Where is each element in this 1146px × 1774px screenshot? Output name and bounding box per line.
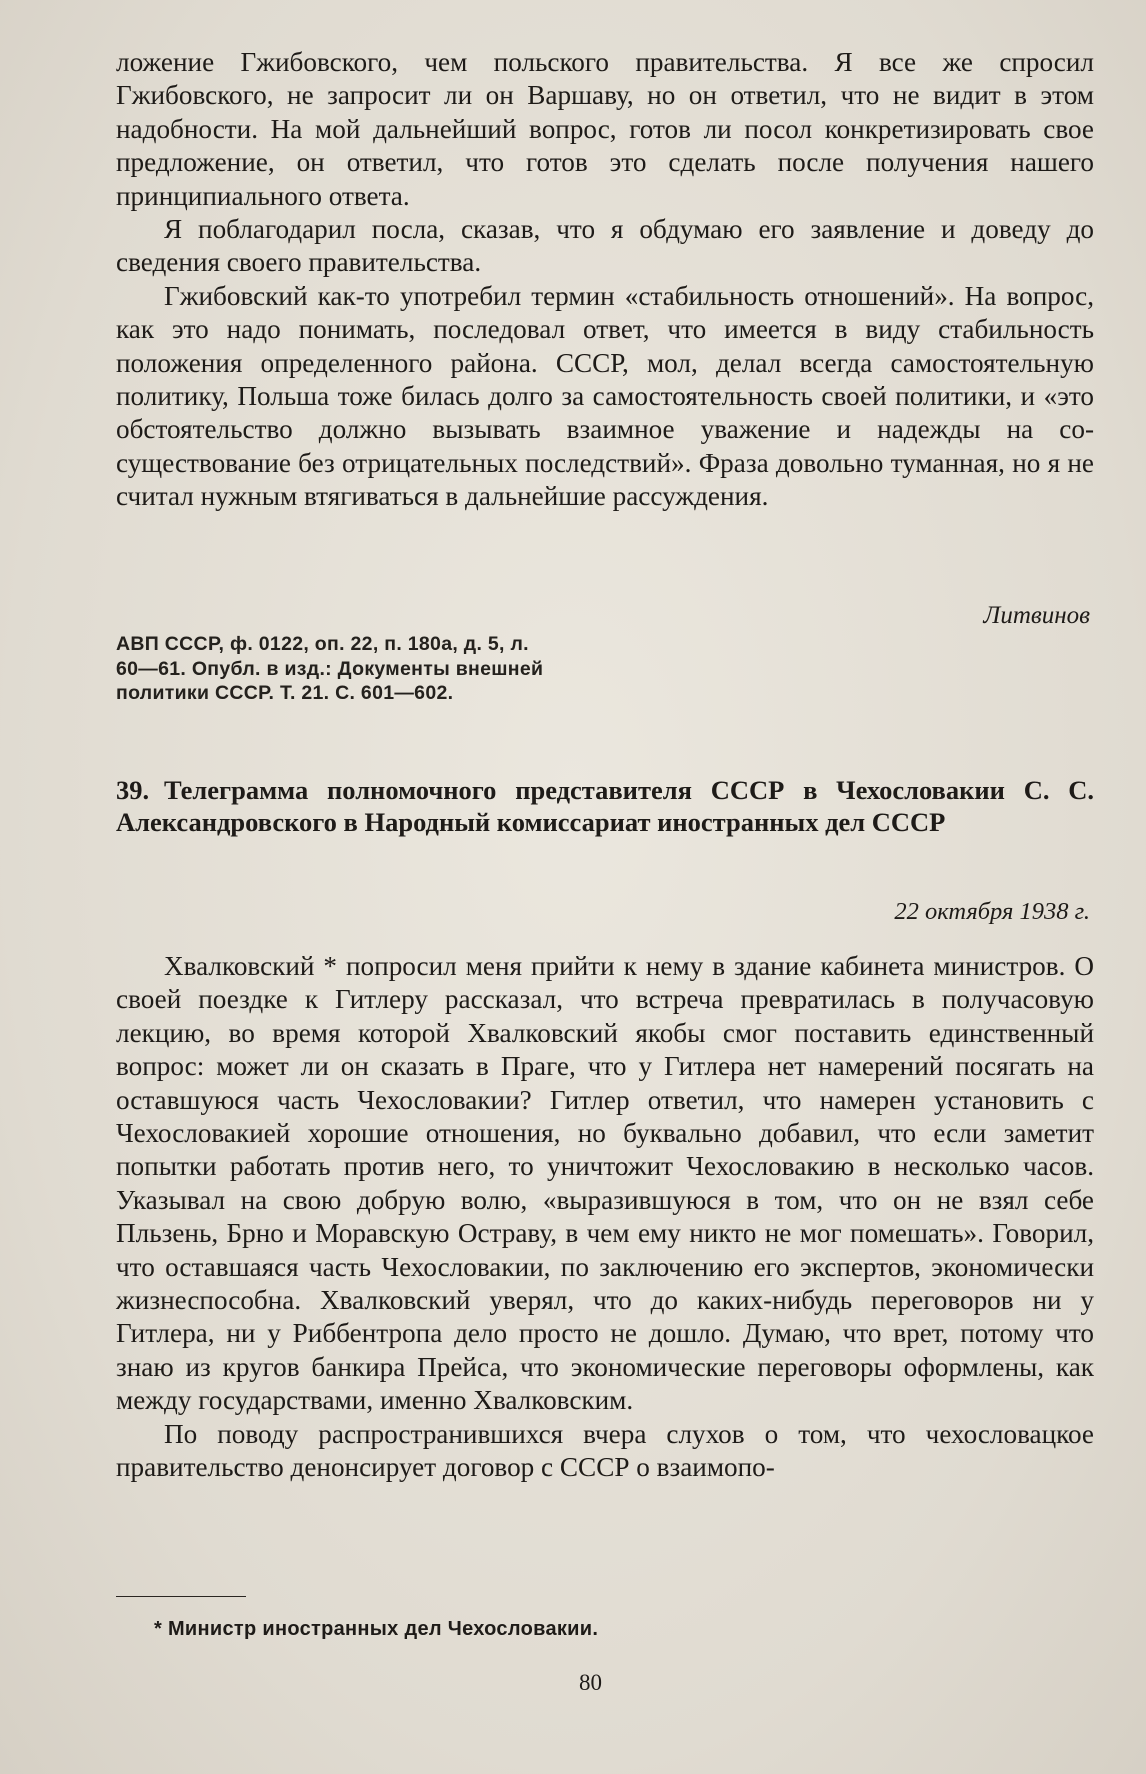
- paragraph: Гжибовский как-то употребил термин «стабильность отношений». На вопрос, как это надо понимать, последовал ответ, что имеется в виду стабильность положения определенного района. СССР, мол, делал всегда самостоятельную политику, Польша тоже билась долго за самостоятельность своей политики, и «это обстоятельство должно вызывать взаимное уважение и надежды на сосуществование без отрицательных последствий». Фраза довольно туманная, но я не считал нужным втягиваться в дальнейшие рассуждения.: [116, 280, 1094, 512]
- page-number: 80: [579, 1670, 602, 1695]
- paragraph: По поводу распространившихся вчера слухов о том, что чехословацкое правительство денонсирует договор с СССР о взаимопо-: [116, 1418, 1094, 1483]
- paragraph-continued: ложение Гжибовского, чем польского правительства. Я все же спросил Гжибовского, не запросит ли он Варшаву, но он ответил, что не видит в этом надобности. На мой дальнейший вопрос, готов ли посол конкретизировать свое предложение, он ответил, что готов это сделать после получения нашего принципиального ответа.: [116, 47, 1094, 211]
- document-number: 39.: [116, 775, 150, 805]
- signature: Литвинов: [983, 602, 1090, 629]
- paragraph: Хвалковский * попросил меня прийти к нему в здание кабинета министров. О своей поездке к Гитлеру рассказал, что встреча превратилась в получасовую лекцию, во время которой Хвалковский якобы смог поставить единственный вопрос: может ли он сказать в Праге, что у Гитлера нет намерений посягать на оставшуюся часть Чехословакии? Гитлер ответил, что намерен установить с Чехословакией хорошие отношения, но буквально добавил, что если заметит попытки работать против него, то уничтожит Чехословакию в несколько часов. Указывал на свою добрую волю, «выразившуюся в том, что он не взял себе Пльзень, Брно и Моравскую Остраву, в чем ему никто не мог помешать». Говорил, что оставшаяся часть Чехословакии, по заключению его экспертов, экономически жизнеспособна. Хвалковский уверял, что до каких-нибудь переговоров ни у Гитлера, ни у Риббентропа дело просто не дошло. Думаю, что врет, потому что знаю из кругов банкира Прейса, что экономические переговоры оформлены, как между государствами, именно Хвалковским.: [116, 951, 1094, 1416]
- paragraph: Я поблагодарил посла, сказав, что я обдумаю его заявление и доведу до сведения своего правительства.: [116, 214, 1094, 278]
- text-block-top: [116, 46, 1094, 514]
- text-block-main: [116, 950, 1094, 1485]
- document-heading: [116, 774, 1094, 838]
- document-title: Телеграмма полномочного представителя СССР в Чехословакии С. С. Александровского в Народный комиссариат иностранных дел СССР: [116, 775, 1094, 837]
- footnote: * Министр иностранных дел Чехословакии.: [154, 1618, 599, 1640]
- document-date: 22 октября 1938 г.: [894, 898, 1090, 925]
- footnote-divider: [116, 1596, 246, 1597]
- archive-reference: АВП СССР, ф. 0122, оп. 22, п. 180а, д. 5, л. 60—61. Опубл. в изд.: Документы внешней политики СССР. Т. 21. С. 601—602.: [116, 633, 544, 704]
